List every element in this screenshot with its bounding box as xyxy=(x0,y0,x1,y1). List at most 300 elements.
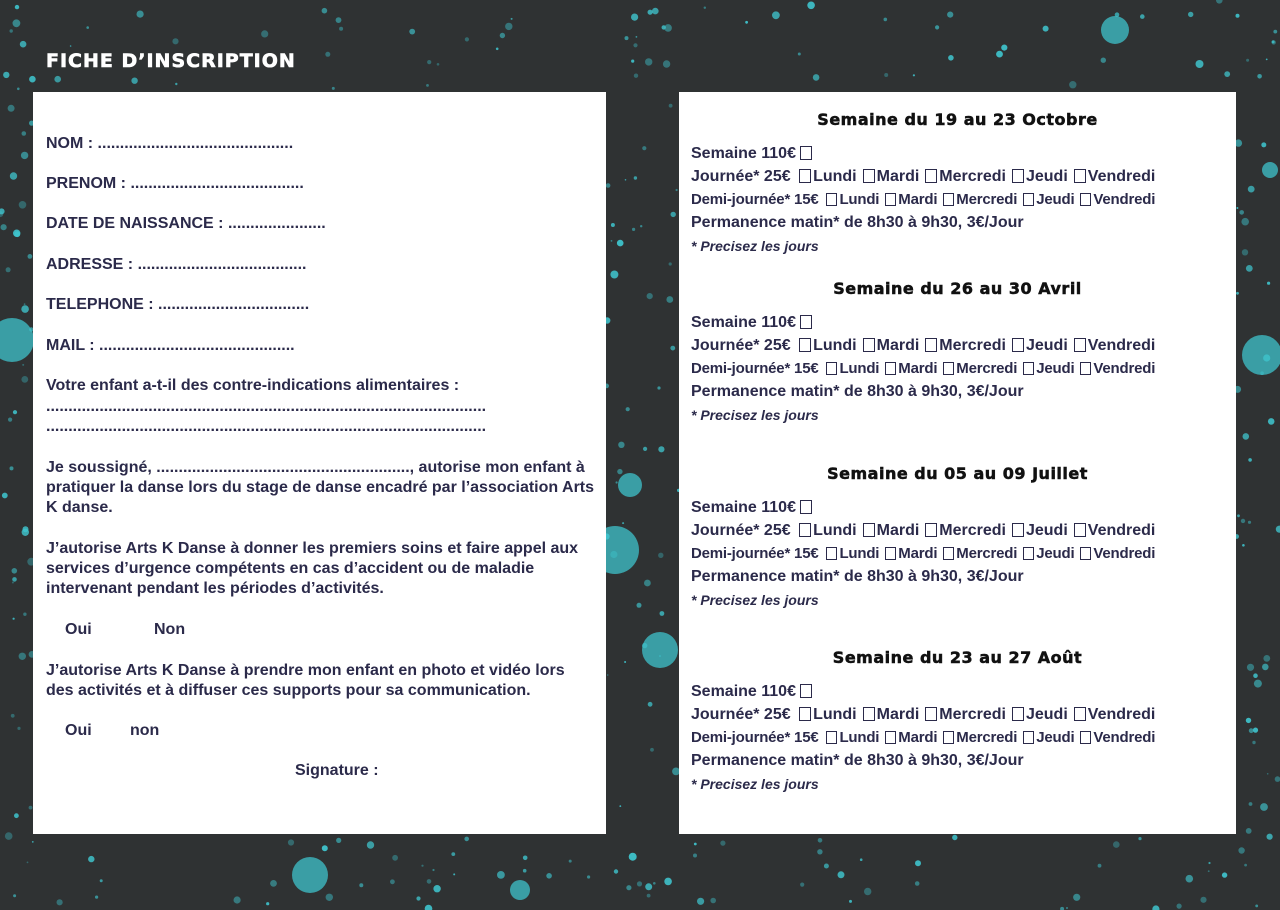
splatter-dot xyxy=(322,8,328,14)
demi-journee-option xyxy=(691,359,1157,379)
splatter-dot xyxy=(1243,433,1250,440)
splatter-dot xyxy=(610,271,618,279)
splatter-dot xyxy=(913,74,915,76)
nom-field[interactable]: NOM : ............................................ xyxy=(46,135,294,152)
splatter-dot xyxy=(175,83,177,85)
day-label: Vendredi xyxy=(1093,729,1156,746)
splatter-dot xyxy=(569,860,572,863)
semaine-label: Semaine 110€ xyxy=(691,683,796,700)
splatter-dot xyxy=(1236,14,1240,18)
day-checkbox-lundi[interactable] xyxy=(826,731,837,744)
splatter-dot xyxy=(270,880,277,887)
soins-paragraph: J’autorise Arts K Danse à donner les premiers soins et faire appel aux services d’urgence compétents en cas d’accident ou de maladie intervenant pendant les périodes d’activités. xyxy=(46,540,579,597)
splatter-dot xyxy=(432,869,434,871)
journee-label: Journée* 25€ xyxy=(691,337,791,354)
splatter-dot xyxy=(652,8,659,15)
day-checkbox-lundi[interactable] xyxy=(826,193,837,206)
splatter-dot xyxy=(19,201,27,209)
splatter-dot xyxy=(500,33,505,38)
splatter-dot xyxy=(1208,870,1210,872)
splatter-dot xyxy=(645,58,652,65)
day-checkbox-lundi[interactable] xyxy=(826,362,837,375)
splatter-dot xyxy=(884,73,888,77)
semaine-label: Semaine 110€ xyxy=(691,145,796,162)
day-label: Vendredi xyxy=(1093,191,1156,208)
splatter-dot xyxy=(670,346,675,351)
day-checkbox-mercredi[interactable] xyxy=(943,362,954,375)
splatter-dot xyxy=(606,183,611,188)
semaine-checkbox[interactable] xyxy=(800,146,812,160)
day-label: Mercredi xyxy=(956,360,1018,377)
splatter-dot xyxy=(650,748,654,752)
splatter-dot xyxy=(13,410,17,414)
splatter-dot xyxy=(14,231,20,237)
splatter-dot xyxy=(647,894,651,898)
splatter-dot xyxy=(1066,907,1068,909)
splatter-dot xyxy=(390,879,395,884)
permanence-text: Permanence matin* de 8h30 à 9h30, 3€/Jour xyxy=(691,752,1024,769)
day-checkbox-jeudi[interactable] xyxy=(1012,169,1024,183)
splatter-dot xyxy=(817,849,822,854)
splatter-dot xyxy=(633,43,637,47)
day-checkbox-lundi[interactable] xyxy=(799,338,811,352)
day-label: Vendredi xyxy=(1093,360,1156,377)
splatter-dot xyxy=(1242,249,1248,255)
splatter-dot xyxy=(1260,803,1268,811)
splatter-dot xyxy=(607,674,609,676)
splatter-dot xyxy=(1242,544,1245,547)
splatter-dot xyxy=(637,881,642,886)
splatter-dot xyxy=(359,883,363,887)
week-title: Semaine du 19 au 23 Octobre xyxy=(817,110,1098,129)
splatter-dot xyxy=(838,871,845,878)
splatter-dot xyxy=(710,898,716,904)
journee-label: Journée* 25€ xyxy=(691,706,791,723)
demi-journee-label: Demi-journée* 15€ xyxy=(691,360,819,377)
splatter-dot xyxy=(17,727,20,730)
day-checkbox-jeudi[interactable] xyxy=(1012,707,1024,721)
day-checkbox-vendredi[interactable] xyxy=(1074,523,1086,537)
splatter-dot xyxy=(1267,282,1270,285)
splatter-dot xyxy=(339,27,343,31)
splatter-dot xyxy=(1140,14,1145,19)
splatter-dot xyxy=(10,172,17,179)
splatter-dot xyxy=(336,838,341,843)
splatter-dot xyxy=(464,837,469,842)
day-checkbox-mercredi[interactable] xyxy=(925,707,937,721)
journee-label: Journée* 25€ xyxy=(691,168,791,185)
splatter-dot xyxy=(1238,847,1244,853)
splatter-dot xyxy=(664,878,672,886)
splatter-dot xyxy=(325,52,330,57)
day-checkbox-vendredi[interactable] xyxy=(1080,731,1091,744)
day-checkbox-mercredi[interactable] xyxy=(943,547,954,560)
day-label: Mercredi xyxy=(956,191,1018,208)
week-block xyxy=(679,279,1236,459)
day-label: Vendredi xyxy=(1087,706,1156,723)
splatter-dot xyxy=(1249,728,1254,733)
day-label: Mardi xyxy=(898,545,938,562)
splatter-dot xyxy=(1115,12,1120,17)
splatter-dot xyxy=(367,841,374,848)
splatter-dot xyxy=(409,29,415,35)
splatter-dot xyxy=(1267,773,1269,775)
day-checkbox-vendredi[interactable] xyxy=(1080,362,1091,375)
splatter-dot xyxy=(625,179,627,181)
splatter-dot xyxy=(511,18,513,20)
registration-form-card xyxy=(33,92,606,834)
splatter-dot xyxy=(497,871,505,879)
splatter-dot xyxy=(1252,741,1255,744)
splatter-dot xyxy=(1248,458,1252,462)
splatter-dot xyxy=(27,862,29,864)
splatter-dot xyxy=(1246,59,1249,62)
splatter-dot xyxy=(421,865,423,867)
splatter-dot xyxy=(669,104,673,108)
splatter-dot xyxy=(416,896,420,900)
day-checkbox-lundi[interactable] xyxy=(826,547,837,560)
splatter-dot xyxy=(611,223,615,227)
splatter-dot xyxy=(1272,40,1275,43)
page-title: FICHE D’INSCRIPTION xyxy=(46,50,296,72)
splatter-dot xyxy=(137,11,144,18)
splatter-dot xyxy=(23,613,26,616)
splatter-dot xyxy=(23,526,29,532)
week-title: Semaine du 23 au 27 Août xyxy=(832,648,1083,667)
contre-indications-line-1[interactable]: ................................................................................................... xyxy=(46,398,487,415)
day-checkbox-mardi[interactable] xyxy=(863,707,875,721)
demi-journee-option xyxy=(691,544,1157,564)
splatter-dot xyxy=(745,21,748,24)
day-checkbox-jeudi[interactable] xyxy=(1012,338,1024,352)
splatter-dot xyxy=(617,469,622,474)
splatter-dot xyxy=(660,611,665,616)
splatter-dot xyxy=(336,17,342,23)
splatter-dot xyxy=(12,568,18,574)
day-checkbox-mercredi[interactable] xyxy=(943,193,954,206)
splatter-dot xyxy=(653,882,656,885)
splatter-dot xyxy=(644,580,651,587)
day-checkbox-vendredi[interactable] xyxy=(1074,169,1086,183)
day-label: Jeudi xyxy=(1036,545,1075,562)
splatter-dot xyxy=(884,18,888,22)
splatter-dot xyxy=(1138,837,1141,840)
splatter-dot xyxy=(437,63,440,66)
splatter-dot xyxy=(648,702,653,707)
splatter-dot xyxy=(720,841,725,846)
splatter-dot xyxy=(451,852,455,856)
splatter-dot xyxy=(587,875,590,878)
demi-journee-option xyxy=(691,190,1157,210)
date-naissance-field[interactable]: DATE DE NAISSANCE : ...................... xyxy=(46,215,326,232)
splatter-dot xyxy=(505,23,512,30)
day-checkbox-vendredi[interactable] xyxy=(1074,338,1086,352)
splatter-dot xyxy=(631,14,638,21)
splatter-dot xyxy=(261,30,268,37)
splatter-dot xyxy=(1246,828,1252,834)
splatter-dot xyxy=(427,879,432,884)
day-label: Mercredi xyxy=(956,545,1018,562)
splatter-dot xyxy=(95,896,98,899)
splatter-dot xyxy=(288,839,294,845)
splatter-dot xyxy=(12,577,17,582)
splatter-dot xyxy=(1263,655,1270,662)
splatter-dot xyxy=(657,386,660,389)
splatter-dot xyxy=(1073,894,1080,901)
week-block xyxy=(679,464,1236,644)
splatter-dot xyxy=(824,864,829,869)
photo-non-option[interactable]: non xyxy=(130,722,160,739)
day-checkbox-mardi[interactable] xyxy=(885,731,896,744)
day-checkbox-jeudi[interactable] xyxy=(1023,547,1034,560)
splatter-dot xyxy=(54,76,61,83)
day-checkbox-jeudi[interactable] xyxy=(1023,193,1034,206)
splatter-dot xyxy=(669,262,672,265)
soins-oui-option[interactable]: Oui xyxy=(65,621,92,638)
splatter-dot xyxy=(996,51,1003,58)
day-label: Mardi xyxy=(876,337,920,354)
splatter-dot xyxy=(21,376,28,383)
day-label: Jeudi xyxy=(1036,191,1075,208)
precisez-note: * Precisez les jours xyxy=(691,592,819,608)
splatter-dot xyxy=(676,189,678,191)
splatter-dot xyxy=(1263,354,1270,361)
day-checkbox-vendredi[interactable] xyxy=(1080,547,1091,560)
permanence-text: Permanence matin* de 8h30 à 9h30, 3€/Jour xyxy=(691,568,1024,585)
day-checkbox-mercredi[interactable] xyxy=(925,338,937,352)
splatter-dot xyxy=(0,208,5,214)
splatter-dot xyxy=(1267,834,1273,840)
day-label: Vendredi xyxy=(1087,168,1156,185)
prenom-field[interactable]: PRENOM : ....................................... xyxy=(46,175,304,192)
splatter-dot xyxy=(57,899,63,905)
splatter-dot xyxy=(1248,186,1255,193)
day-checkbox-vendredi[interactable] xyxy=(1080,193,1091,206)
day-checkbox-mercredi[interactable] xyxy=(925,523,937,537)
splatter-dot xyxy=(619,805,621,807)
day-label: Lundi xyxy=(839,191,880,208)
demi-journee-label: Demi-journée* 15€ xyxy=(691,729,819,746)
splatter-dot xyxy=(1254,680,1262,688)
day-label: Mercredi xyxy=(939,522,1006,539)
soussigne-paragraph: Je soussigné, ........................................................., autorise mon enfant à pratiquer la danse lors du stage de danse encadré par l’association Arts K danse. xyxy=(46,459,595,516)
splatter-dot xyxy=(22,364,24,366)
semaine-checkbox[interactable] xyxy=(800,684,812,698)
week-block xyxy=(679,648,1236,828)
journee-option xyxy=(691,705,1157,725)
day-label: Lundi xyxy=(813,168,857,185)
permanence-text: Permanence matin* de 8h30 à 9h30, 3€/Jour xyxy=(691,214,1024,231)
splatter-dot xyxy=(1101,16,1129,44)
splatter-dot xyxy=(671,212,676,217)
splatter-dot xyxy=(1253,728,1258,733)
day-label: Mardi xyxy=(876,706,920,723)
day-label: Lundi xyxy=(813,522,857,539)
splatter-dot xyxy=(1241,519,1245,523)
day-checkbox-mardi[interactable] xyxy=(863,523,875,537)
splatter-dot xyxy=(1,224,7,230)
splatter-dot xyxy=(425,905,433,910)
splatter-dot xyxy=(13,894,16,897)
splatter-dot xyxy=(1186,875,1194,883)
demi-journee-label: Demi-journée* 15€ xyxy=(691,545,819,562)
splatter-dot xyxy=(6,267,11,272)
day-label: Mercredi xyxy=(939,337,1006,354)
splatter-dot xyxy=(798,53,801,56)
splatter-dot xyxy=(1237,514,1240,517)
splatter-dot xyxy=(632,228,635,231)
photo-oui-option[interactable]: Oui xyxy=(65,722,92,739)
splatter-dot xyxy=(813,74,820,81)
day-label: Mercredi xyxy=(939,168,1006,185)
semaine-label: Semaine 110€ xyxy=(691,314,796,331)
precisez-note: * Precisez les jours xyxy=(691,407,819,423)
splatter-dot xyxy=(616,481,618,483)
splatter-dot xyxy=(1255,905,1258,908)
splatter-dot xyxy=(622,522,624,524)
splatter-dot xyxy=(1208,862,1210,864)
day-checkbox-mardi[interactable] xyxy=(863,338,875,352)
day-label: Lundi xyxy=(813,337,857,354)
splatter-dot xyxy=(1001,45,1007,51)
day-label: Mardi xyxy=(898,360,938,377)
day-label: Jeudi xyxy=(1036,360,1075,377)
contre-indications-label: Votre enfant a-t-il des contre-indications alimentaires : xyxy=(46,377,460,394)
weeks-card xyxy=(679,92,1236,834)
splatter-dot xyxy=(626,407,630,411)
splatter-dot xyxy=(618,473,642,497)
splatter-dot xyxy=(1177,904,1182,909)
splatter-dot xyxy=(1196,60,1204,68)
splatter-dot xyxy=(22,131,27,136)
splatter-dot xyxy=(772,11,780,19)
day-label: Lundi xyxy=(839,545,880,562)
splatter-dot xyxy=(643,447,647,451)
day-checkbox-jeudi[interactable] xyxy=(1023,362,1034,375)
splatter-dot xyxy=(234,896,241,903)
day-label: Jeudi xyxy=(1036,729,1075,746)
splatter-dot xyxy=(693,854,697,858)
splatter-dot xyxy=(647,293,653,299)
day-checkbox-mardi[interactable] xyxy=(885,362,896,375)
splatter-dot xyxy=(326,894,333,901)
splatter-dot xyxy=(1043,26,1049,32)
splatter-dot xyxy=(807,2,815,10)
day-label: Mardi xyxy=(876,168,920,185)
day-checkbox-vendredi[interactable] xyxy=(1074,707,1086,721)
day-checkbox-lundi[interactable] xyxy=(799,707,811,721)
splatter-dot xyxy=(948,55,954,61)
splatter-dot xyxy=(1257,74,1262,79)
mail-field[interactable]: MAIL : ............................................ xyxy=(46,337,295,354)
splatter-dot xyxy=(21,152,28,159)
splatter-dot xyxy=(1069,81,1076,88)
day-checkbox-mercredi[interactable] xyxy=(925,169,937,183)
day-checkbox-mardi[interactable] xyxy=(885,193,896,206)
splatter-dot xyxy=(29,806,33,810)
day-checkbox-mardi[interactable] xyxy=(863,169,875,183)
splatter-dot xyxy=(8,105,15,112)
splatter-dot xyxy=(465,37,469,41)
splatter-dot xyxy=(614,869,618,873)
splatter-dot xyxy=(864,888,871,895)
semaine-checkbox[interactable] xyxy=(800,315,812,329)
contre-indications-line-2[interactable]: ................................................................................................... xyxy=(46,418,487,435)
splatter-dot xyxy=(658,446,664,452)
day-label: Mardi xyxy=(876,522,920,539)
splatter-dot xyxy=(818,838,823,843)
telephone-field[interactable]: TELEPHONE : .................................. xyxy=(46,296,310,313)
splatter-dot xyxy=(1200,897,1206,903)
day-label: Mercredi xyxy=(939,706,1006,723)
day-checkbox-jeudi[interactable] xyxy=(1023,731,1034,744)
splatter-dot xyxy=(15,5,19,9)
semaine-option xyxy=(691,498,814,518)
splatter-dot xyxy=(546,873,552,879)
splatter-dot xyxy=(1262,162,1278,178)
splatter-dot xyxy=(1249,802,1253,806)
splatter-dot xyxy=(1261,142,1266,147)
splatter-dot xyxy=(617,240,624,247)
splatter-dot xyxy=(1247,664,1254,671)
adresse-field[interactable]: ADRESSE : ...................................... xyxy=(46,256,307,273)
splatter-dot xyxy=(952,835,957,840)
day-checkbox-jeudi[interactable] xyxy=(1012,523,1024,537)
splatter-dot xyxy=(1244,864,1247,867)
splatter-dot xyxy=(634,176,637,179)
precisez-note: * Precisez les jours xyxy=(691,238,819,254)
splatter-dot xyxy=(1236,207,1238,209)
soins-non-option[interactable]: Non xyxy=(154,621,186,638)
splatter-dot xyxy=(426,84,429,87)
day-label: Lundi xyxy=(813,706,857,723)
splatter-dot xyxy=(24,303,26,305)
day-checkbox-mardi[interactable] xyxy=(885,547,896,560)
splatter-dot xyxy=(70,45,72,47)
splatter-dot xyxy=(625,36,629,40)
semaine-checkbox[interactable] xyxy=(800,500,812,514)
day-checkbox-lundi[interactable] xyxy=(799,523,811,537)
splatter-dot xyxy=(637,603,642,608)
splatter-dot xyxy=(1246,265,1253,272)
splatter-dot xyxy=(935,25,939,29)
splatter-dot xyxy=(392,855,398,861)
splatter-dot xyxy=(1266,59,1268,61)
splatter-dot xyxy=(10,466,14,470)
splatter-dot xyxy=(704,7,706,9)
splatter-dot xyxy=(640,225,642,227)
splatter-dot xyxy=(20,41,27,48)
day-label: Lundi xyxy=(839,729,880,746)
splatter-dot xyxy=(266,902,269,905)
splatter-dot xyxy=(1242,335,1280,375)
day-label: Vendredi xyxy=(1087,337,1156,354)
splatter-dot xyxy=(1188,12,1193,17)
splatter-dot xyxy=(100,879,103,882)
day-checkbox-lundi[interactable] xyxy=(799,169,811,183)
splatter-dot xyxy=(1224,71,1230,77)
day-label: Vendredi xyxy=(1093,545,1156,562)
precisez-note: * Precisez les jours xyxy=(691,776,819,792)
demi-journee-option xyxy=(691,728,1157,748)
splatter-dot xyxy=(664,24,672,32)
splatter-dot xyxy=(17,88,20,91)
journee-option xyxy=(691,336,1157,356)
day-checkbox-mercredi[interactable] xyxy=(943,731,954,744)
splatter-dot xyxy=(292,857,328,893)
splatter-dot xyxy=(915,881,920,886)
splatter-dot xyxy=(1098,864,1102,868)
